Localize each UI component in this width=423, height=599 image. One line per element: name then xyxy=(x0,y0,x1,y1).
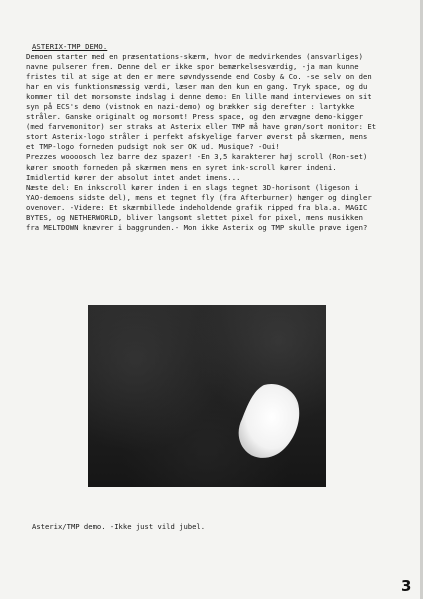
text-line: fra MELTDOWN knævrer i baggrunden.- Mon ikke Asterix og TMP skulle prøve igen? xyxy=(26,222,368,232)
text-line: Næste del: En inkscroll kører inden i en slags tegnet 3D-horisont (ligeson i xyxy=(26,182,359,192)
text-line: stråler. Ganske originalt og morsomt! Press space, og den ærvægne demo-kigger xyxy=(26,112,364,122)
text-line: Prezzes woooosch lez barre dez spazer! -En 3,5 karakterer høj scroll (Ron-set) xyxy=(26,152,368,162)
article-title: ASTERIX-TMP DEMO. xyxy=(32,42,108,51)
text-line: (med farvemonitor) ser straks at Asterix eller TMP må have grøn/sort monitor: Et xyxy=(26,122,377,132)
text-line: fristes til at sige at den er mere søvndyssende end Cosby & Co. -se selv on den xyxy=(26,72,372,82)
text-line: ovenover. -Videre: Et skærmbillede indeholdende grafik ripped fra bla.a. MAGIC xyxy=(26,202,368,212)
text-line: Demoen starter med en præsentations-skærm, hvor de medvirkendes (ansvarliges) xyxy=(26,52,364,61)
screenshot-photo xyxy=(88,305,326,487)
bright-blob-graphic xyxy=(234,379,302,463)
text-line: navne pulserer frem. Denne del er ikke spor bemærkelsesværdig, -ja man kunne xyxy=(26,62,359,72)
text-line: stort Asterix-logo stråler i perfekt afskyelige farver øverst på skærmen, mens xyxy=(26,132,368,142)
page-number: 3 xyxy=(401,577,412,595)
text-line: et TMP-logo forneden pudsigt nok ser OK ud. Musique? -Oui! xyxy=(26,142,280,152)
text-line: BYTES, og NETHERWORLD, bliver langsomt slettet pixel for pixel, mens musikken xyxy=(26,212,364,222)
text-line: YAO-demoens sidste del), mens et tegnet fly (fra Afterburner) hænger og dingler xyxy=(26,192,372,202)
text-line: Imidlertid kører der absolut intet andet imens... xyxy=(26,172,241,182)
text-line: syn på ECS's demo (vistnok en nazi-demo) og brækker sig derefter : lartykke xyxy=(26,102,355,112)
article xyxy=(26,42,390,233)
text-line: kører smooth forneden på skærmen mens en syret ink-scroll kører indeni. xyxy=(26,162,337,172)
photo-caption: Asterix/TMP demo. -Ikke just vild jubel. xyxy=(32,522,206,531)
text-line: kommer til det morsomste indslag i denne demo: En lille mand interviewes on sit xyxy=(26,92,372,102)
text-line: har en vis funktionsmæssig værdi, læser man den kun en gang. Tryk space, og du xyxy=(26,82,368,92)
